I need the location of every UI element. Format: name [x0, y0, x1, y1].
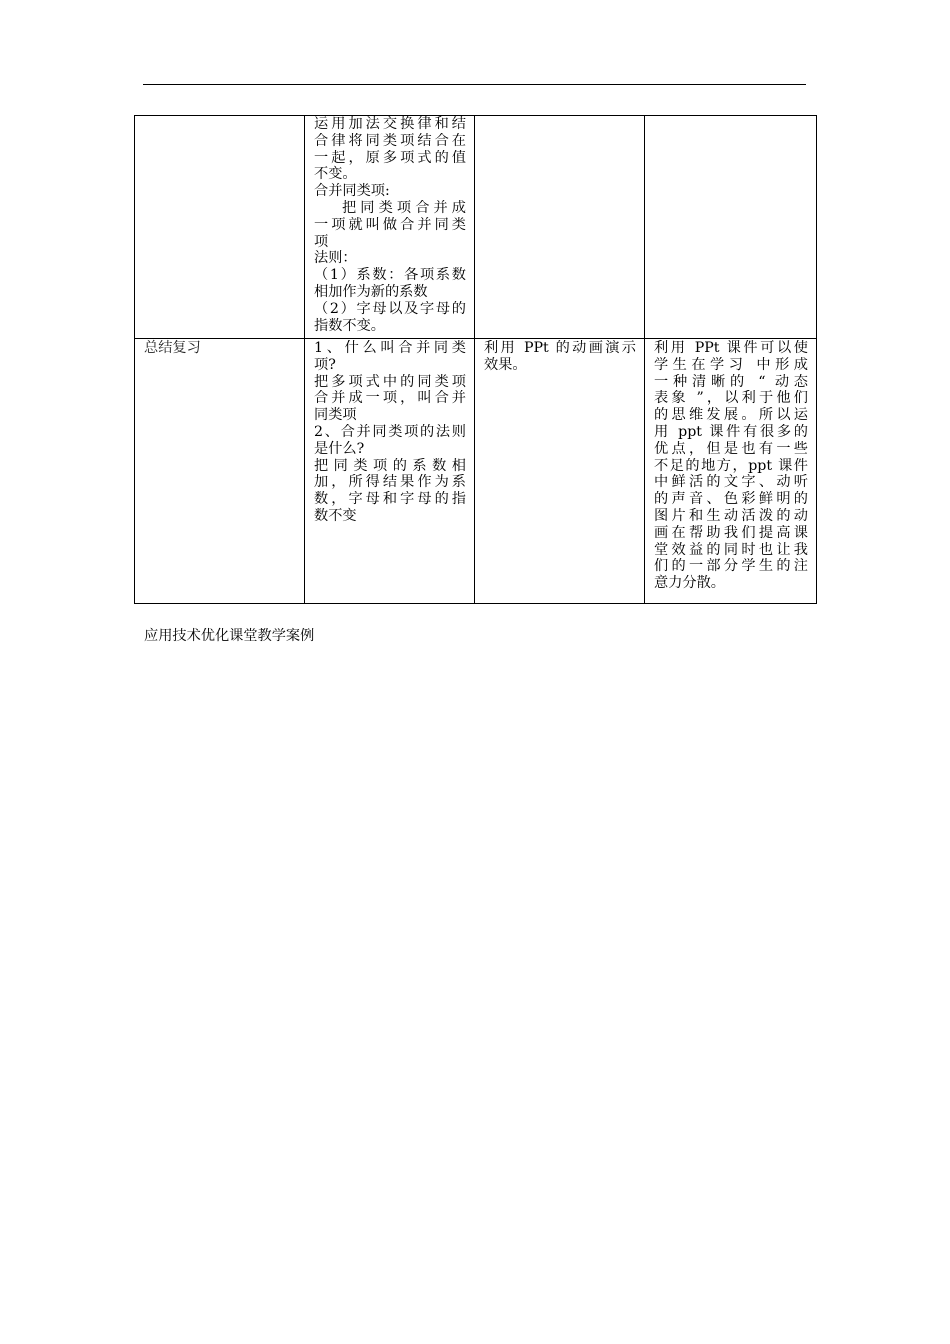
content-line: 数，字母和字母的指 [314, 491, 466, 508]
content-line: 法则： [314, 250, 357, 267]
content-line: 同类项 [314, 407, 357, 424]
reflection-line: 图片和生动活泼的动 [654, 507, 808, 524]
content-line: （1）系数：各项系数 [314, 267, 466, 284]
content-line: 指数不变。 [314, 317, 385, 334]
header-rule [143, 84, 806, 85]
content-line: 项? [314, 356, 336, 373]
lesson-plan-table [134, 115, 817, 604]
content-line: 1、什么叫合并同类 [314, 340, 466, 356]
method-line: 效果。 [484, 356, 527, 373]
reflection-line: 意力分散。 [654, 575, 725, 592]
content-line: 把同类项的系数相 [314, 457, 466, 474]
stage-label: 总结复习 [144, 340, 201, 356]
reflection-line: 的思维发展。所以运 [654, 407, 808, 424]
reflection-line: 画在帮助我们提高课 [654, 524, 808, 541]
reflection-line: 优点，但是也有一些 [654, 440, 808, 457]
reflection-line: 学生在学习 中形成 [654, 356, 808, 373]
reflection-line: 堂效益的同时也让我 [654, 541, 808, 558]
content-line: 数不变 [314, 507, 357, 524]
reflection-line: 中鲜活的文字、动听 [654, 474, 808, 491]
reflection-line: 表象 ”，以利于他们 [654, 390, 808, 407]
footer-caption: 应用技术优化课堂教学案例 [144, 628, 315, 644]
content-line: 一项就叫做合并同类 [314, 216, 466, 233]
content-line: 运用加法交换律和结 [314, 116, 466, 132]
content-line: 是什么? [314, 440, 365, 457]
content-line: 把多项式中的同类项 [314, 373, 466, 390]
reflection-line: 利用 PPt 课件可以使 [654, 340, 808, 356]
reflection-line: 不足的地方，ppt 课件 [654, 457, 808, 474]
content-cell [305, 339, 475, 604]
content-line: 一起，原多项式的值 [314, 149, 466, 166]
table-row [135, 116, 817, 339]
reflection-line: 用 ppt 课件有很多的 [654, 423, 808, 440]
content-line: 合律将同类项结合在 [314, 132, 466, 149]
reflection-line: 们的一部分学生的注 [654, 558, 808, 575]
content-line: 不变。 [314, 166, 357, 183]
content-line: 把同类项合并成 [342, 199, 466, 216]
reflection-cell [645, 339, 817, 604]
reflection-line: 一种清晰的 “ 动态 [654, 373, 808, 390]
content-cell [305, 116, 475, 339]
method-cell [475, 339, 645, 604]
stage-cell [135, 116, 305, 339]
content-line: 2、合并同类项的法则 [314, 423, 466, 440]
content-line: 合并同类项: [314, 183, 390, 200]
method-line: 利用 PPt 的动画演示 [484, 340, 636, 356]
content-line: （2）字母以及字母的 [314, 300, 466, 317]
stage-cell [135, 339, 305, 604]
method-cell [475, 116, 645, 339]
content-line: 加，所得结果作为系 [314, 474, 466, 491]
reflection-cell [645, 116, 817, 339]
table-row [135, 339, 817, 604]
content-line: 项 [314, 233, 329, 250]
content-line: 合并成一项，叫合并 [314, 390, 466, 407]
reflection-line: 的声音、色彩鲜明的 [654, 491, 808, 508]
content-line: 相加作为新的系数 [314, 283, 428, 300]
